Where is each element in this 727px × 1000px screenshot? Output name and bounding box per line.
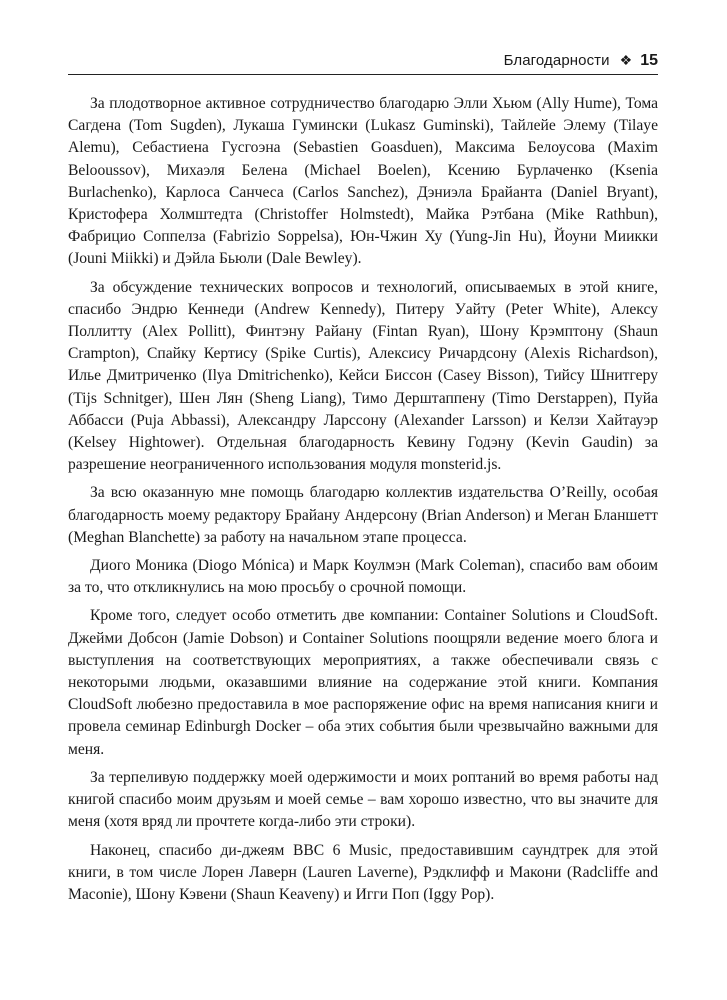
paragraph: За обсуждение технических вопросов и технологий, описываемых в этой книге, спасибо Эндрю Кеннеди (Andrew Kennedy), Питеру Уайту (Peter White), Алексу Поллитту (Alex Pollitt), Финтэну Райану (Fintan Ryan), Шону Крэмптону (Shaun Crampton), Спайку Кертису (Spike Curtis), Алексису Ричардсону (Alexis Richardson), Илье Дмитриченко (Ilya Dmitrichenko), Кейси Биссон (Casey Bisson), Тийсу Шнитгеру (Tijs Schnitger), Шен Лян (Sheng Liang), Тимо Дерштаппену (Timo Derstappen), Пуйа Аббасси (Puja Abbassi), Александру Ларссону (Alexander Larsson) и Келзи Хайтауэр (Kelsey Hightower). Отдельная благодарность Кевину Годэну (Kevin Gaudin) за разрешение неограниченного использования модуля monsterid.js.: [68, 278, 658, 474]
body-text: [68, 93, 658, 906]
paragraph: За всю оказанную мне помощь благодарю коллектив издательства O’Reilly, особая благодарность моему редактору Брайану Андерсону (Brian Anderson) и Меган Бланшетт (Meghan Blanchette) за работу на начальном этапе процесса.: [68, 484, 658, 546]
paragraph: Диого Моника (Diogo Mónica) и Марк Коулмэн (Mark Coleman), спасибо вам обоим за то, что откликнулись на мою просьбу о срочной помощи.: [68, 557, 658, 597]
paragraph: Наконец, спасибо ди-джеям BBC 6 Music, предоставившим саундтрек для этой книги, в том числе Лорен Лаверн (Lauren Laverne), Рэдклифф и Макони (Radcliffe and Maconie), Шону Кэвени (Shaun Keaveny) и Игги Поп (Iggy Pop).: [68, 841, 658, 903]
running-header: [68, 50, 658, 75]
page-number: 15: [640, 52, 658, 69]
paragraph: За плодотворное активное сотрудничество благодарю Элли Хьюм (Ally Hume), Тома Сагдена (Tom Sugden), Лукаша Гумински (Lukasz Guminski), Тайлейе Элему (Tilaye Alemu), Себастиена Гусгоэна (Sebastien Goasduen), Максима Белоусова (Maxim Belooussov), Михаэля Белена (Michael Boelen), Ксению Бурлаченко (Ksenia Burlachenko), Карлоса Санчеса (Carlos Sanchez), Дэниэла Брайанта (Daniel Bryant), Кристофера Холмштедта (Christoffer Holmstedt), Майка Рэтбана (Mike Rathbun), Фабрицио Соппелза (Fabrizio Soppelsa), Юн-Чжин Ху (Yung-Jin Hu), Йоуни Миикки (Jouni Miikki) и Дэйла Бьюли (Dale Bewley).: [68, 95, 658, 268]
paragraph: За терпеливую поддержку моей одержимости и моих роптаний во время работы над книгой спасибо моим друзьям и моей семье – вам хорошо известно, что вы значите для меня (хотя вряд ли прочтете когда-либо эти строки).: [68, 768, 658, 831]
chapter-title: Благодарности: [503, 52, 610, 69]
paragraph: Кроме того, следует особо отметить две компании: Container Solutions и CloudSoft. Джейми Добсон (Jamie Dobson) и Container Solutions поощряли ведение моего блога и выступления на соответствующих мероприятиях, а также обеспечивали связь с некоторыми людьми, оказавшими влияние на содержание этой книги. Компания CloudSoft любезно предоставила в мое распоряжение офис на время написания книги и провела семинар Edinburgh Docker – оба этих события были чрезвычайно важными для меня.: [68, 607, 658, 758]
diamond-separator-icon: ❖: [619, 52, 633, 68]
